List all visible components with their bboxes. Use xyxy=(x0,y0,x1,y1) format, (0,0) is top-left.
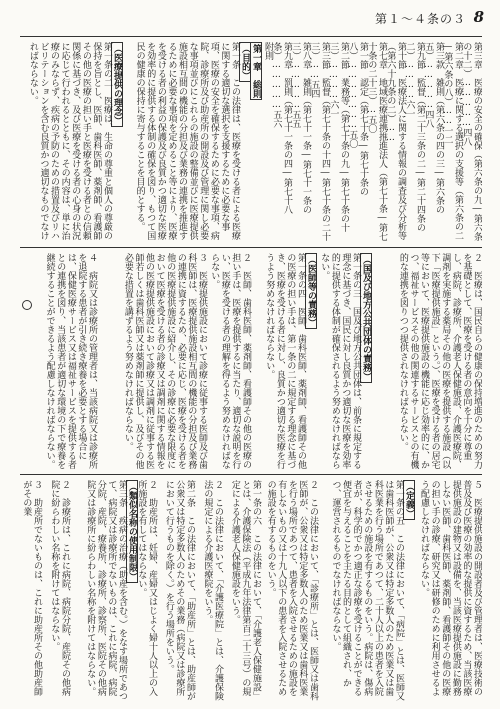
paragraph-text: ５ 医療提供施設の開設者及び管理者は、医療技術の普及及び医療の効率的な提供に資するため、当該医療提供施設の建物又は設備を、当該医療提供施設に勤務しない医師、歯科医師、薬剤師、看護師その他の医療の担い手の診療、研究又は研修のために利用させるよう配慮しなければならない。 xyxy=(419,480,482,696)
paragraph-text: 第一条の六 この法律において、「介護老人保健施設」とは、介護保険法（平成九年法律第百二十三号）の規定による介護老人保健施設をいう。 xyxy=(229,480,261,701)
paragraph-text: 第三節 監督（第七十条の十四―第七十条の二十三）……五四 xyxy=(309,42,330,241)
article-column xyxy=(223,480,261,702)
article-column xyxy=(273,42,292,244)
band-divider-2 xyxy=(20,474,482,475)
article-column xyxy=(415,480,482,702)
article-column xyxy=(425,42,444,244)
paragraph-text: 第九節 監督（第二十三条の二―第二十四条の二）…………六一 xyxy=(404,42,425,232)
heading-text: （目的） xyxy=(240,44,250,80)
heading-text: （国及び地方公共団体の責務） xyxy=(361,255,371,381)
paragraph-text: 第一節 認定（第七十条―第七十条の八）…………………五〇 xyxy=(347,42,368,196)
paragraph-text: 第八章 雑則（第七十一条―第七十一条の三）……………五五 xyxy=(290,42,311,214)
article-column xyxy=(330,42,349,244)
text-band-2 xyxy=(20,253,482,471)
article-heading xyxy=(404,480,415,702)
page-number: 8 xyxy=(473,8,484,26)
heading-text: （類似名称の使用制限） xyxy=(127,482,137,581)
article-column xyxy=(195,480,223,702)
article-column xyxy=(261,480,318,702)
article-column xyxy=(311,42,330,244)
binding-hole-mark xyxy=(22,300,32,310)
article-column xyxy=(20,253,97,471)
paragraph-text: 第一条の二 医療は、生命の尊重と個人の尊厳の保持を旨とし、医師、歯科医師、薬剤師、看護師その他の医療の担い手と医療を受ける者との信頼関係に基づき、及び医療を受ける者の心身の状況に応じて行われるとともに、その内容は、単に治療のみならず、疾病の予防のための措置及びリハビリテーションを含む良質かつ適切なものでなければならない。 xyxy=(27,42,112,240)
article-column xyxy=(368,42,387,244)
article-column xyxy=(70,480,127,702)
paragraph-text: ２ 診療所は、これに病院、病院分院、産院その他病院に紛らわしい名称を附けてはならない。 xyxy=(49,480,70,696)
page-header xyxy=(0,0,500,34)
article-column xyxy=(463,42,482,244)
paragraph-text: ３ 医療提供施設において診療に従事する医師及び歯科医師は、医療提供施設相互間の機能の分担及び業務の連携に資するため、必要に応じ、医療を受ける者を他の医療提供施設に紹介し、その診療に必要な限度において医療を受ける者の診療又は調剤に関する情報を他の医療提供施設において診療又は調剤に従事する医師若しくは歯科医師又は薬剤師に提供し、及びその他必要な措置を講ずるよう努めなければならない。 xyxy=(122,253,207,469)
paragraph-text: ２ 医師、歯科医師、薬剤師、看護師その他の医療の担い手は、医療を提供するに当たり、適切な説明を行い、医療を受ける者の理解を得るよう努めなければならない。 xyxy=(209,253,251,469)
paragraph-text: ２ 医療は、国民自らの健康の保持増進のための努力を基礎として、医療を受ける者の意向を十分に尊重し、病院、診療所、介護老人保健施設、介護医療院、調剤を実施する薬局その他の医療を提供する施設（以下「医療提供施設」という。）、医療を受ける者の居宅等において、医療提供施設の機能に応じ効率的に、かつ、福祉サービスその他の関連するサービスとの有機的な連携を図りつつ提供されなければならない。 xyxy=(397,253,482,469)
article-column xyxy=(372,253,482,471)
paragraph-text: ２ 助産所は、妊婦、産婦又はじよく婦十人以上の入所施設を有してはならない。 xyxy=(136,480,157,696)
heading-text: （医療提供の理念） xyxy=(112,44,122,125)
article-heading xyxy=(112,42,123,244)
paragraph-text: 第二節 業務等（第七十条の九―第七十条の十三）…………六一 xyxy=(328,42,349,232)
heading-text: （医師等の責務） xyxy=(306,255,316,327)
paragraph-text: 第一条の三 国及び地方公共団体は、前条に規定する理念に基づき、国民に対し良質かつ適切な医療を効率的に提供する体制が確保されるよう努めなければならない。 xyxy=(319,253,361,469)
paragraph-text: 第二条 この法律において、「助産所」とは、助産師が公衆又は特定多数人のためその業務（病院又は診療所において行うものを除く。）を行う場所をいう。 xyxy=(163,480,195,701)
paragraph-text: 第三章 医療の安全の確保（第六条の九―第六条の十二）……………四八 xyxy=(461,42,482,241)
paragraph-text: ４ 病院又は診療所の管理者は、当該病院又は診療所を退院する患者が引き続き療養を必要とする場合には、保健医療サービス又は福祉サービスを提供する者との連携を図り、当該患者が適切な環境の下で療養を継続することができるよう配慮しなければならない。 xyxy=(44,253,97,469)
paragraph-text: 第一条の四 医師、歯科医師、薬剤師、看護師その他の医療の担い手は、第一条の二に規定する理念に基づき、医療を受ける者に対し、良質かつ適切な医療を行うよう努めなければならない。 xyxy=(264,253,306,469)
paragraph-text: ２ この法律において、「介護医療院」とは、介護保険法の規定による介護医療院をいう。 xyxy=(202,480,223,701)
article-column xyxy=(123,42,240,244)
article-column xyxy=(42,480,70,702)
article-column xyxy=(387,42,406,244)
article-column xyxy=(318,480,404,702)
band-divider-1 xyxy=(20,247,482,248)
text-band-3 xyxy=(20,480,482,702)
article-column xyxy=(138,480,157,702)
article-column xyxy=(157,480,195,702)
article-heading xyxy=(240,42,251,244)
text-band-1 xyxy=(20,42,482,244)
paragraph-text: ３ 助産所でないものは、これに助産所その他助産師がその業 xyxy=(21,480,42,696)
article-heading xyxy=(306,253,317,471)
article-heading xyxy=(127,480,138,702)
paragraph-text: ２ この法律において、「診療所」とは、医師又は歯科医師が、公衆又は特定多数人のため医業又は歯科医業を行う場所であつて、患者を入院させるための施設を有しないもの又は十九人以下の患者を入院させるための施設を有するものをいう。 xyxy=(265,480,318,701)
paragraph-text: 第七章 地域医療連携推進法人（第七十条―第七十条の二十三）…五〇 xyxy=(366,42,387,241)
running-title: 第１～４条の３ xyxy=(374,12,466,26)
article-column xyxy=(406,42,425,244)
article-column xyxy=(292,42,311,244)
article-heading xyxy=(361,253,372,471)
paragraph-text: 第一条の五 この法律において、「病院」とは、医師又は歯科医師が、公衆又は特定多数人のため医業又は歯科医業を行う場所であつて、二十人以上の患者を入院させるための施設を有するものをいう。病院は、傷病者が、科学的でかつ適正な診療を受けることができる便宜を与えることを主たる目的として組織され、かつ、運営されるものでなければならない。 xyxy=(330,480,404,701)
article-column xyxy=(207,253,251,471)
paragraph-text: 第三条 疾病の治療（助産を含む。）をなす場所であつて、病院又は診療所でないものは、これに病院、病院分院、産院、療養所、診療所、診察所、医院その他病院又は診療所に紛らわしい名称を附けてはならない。 xyxy=(85,480,127,701)
article-column xyxy=(251,253,306,471)
article-column xyxy=(24,42,112,244)
paragraph-text: 第一条 この法律は、医療を受ける者による医療に関する適切な選択を支援するために必要な事項、医療の安全を確保するために必要な事項、病院、診療所及び助産所の開設及び管理に関し必要な事項並びにこれらの施設の整備並びに医療提供施設相互間の機能の分担及び業務の連携を推進するために必要な事項を定めること等により、医療を受ける者の利益の保護及び良質かつ適切な医療を効率的に提供する体制の確保を図り、もつて国民の健康の保持に寄与することを目的とする。 xyxy=(134,42,240,240)
article-column xyxy=(349,42,368,244)
article-column xyxy=(262,42,273,244)
paragraph-text: 第九章 罰則（第七十一条の四―第七十八条）……………五六 xyxy=(271,42,292,214)
article-column xyxy=(97,253,207,471)
article-column xyxy=(317,253,361,471)
heading-text: （定義） xyxy=(404,482,414,518)
paragraph-text: 第二章 医療に関する選択の支援等（第六条の二―第六条の八）……一二 xyxy=(442,42,463,240)
paragraph-text: 第十節 医療法人に関する情報の調査及び分析等（第六十九条の二）…… xyxy=(385,42,406,240)
article-column xyxy=(23,480,42,702)
article-column xyxy=(444,42,463,244)
heading-text: 第一章 総則 xyxy=(251,44,261,98)
paragraph-text: 附則 xyxy=(263,42,273,60)
header-rule xyxy=(20,36,482,37)
paragraph-text: 第三款 雑則（第六条の四の三―第六条の五）……………四八 xyxy=(423,42,444,214)
article-heading xyxy=(251,42,262,244)
